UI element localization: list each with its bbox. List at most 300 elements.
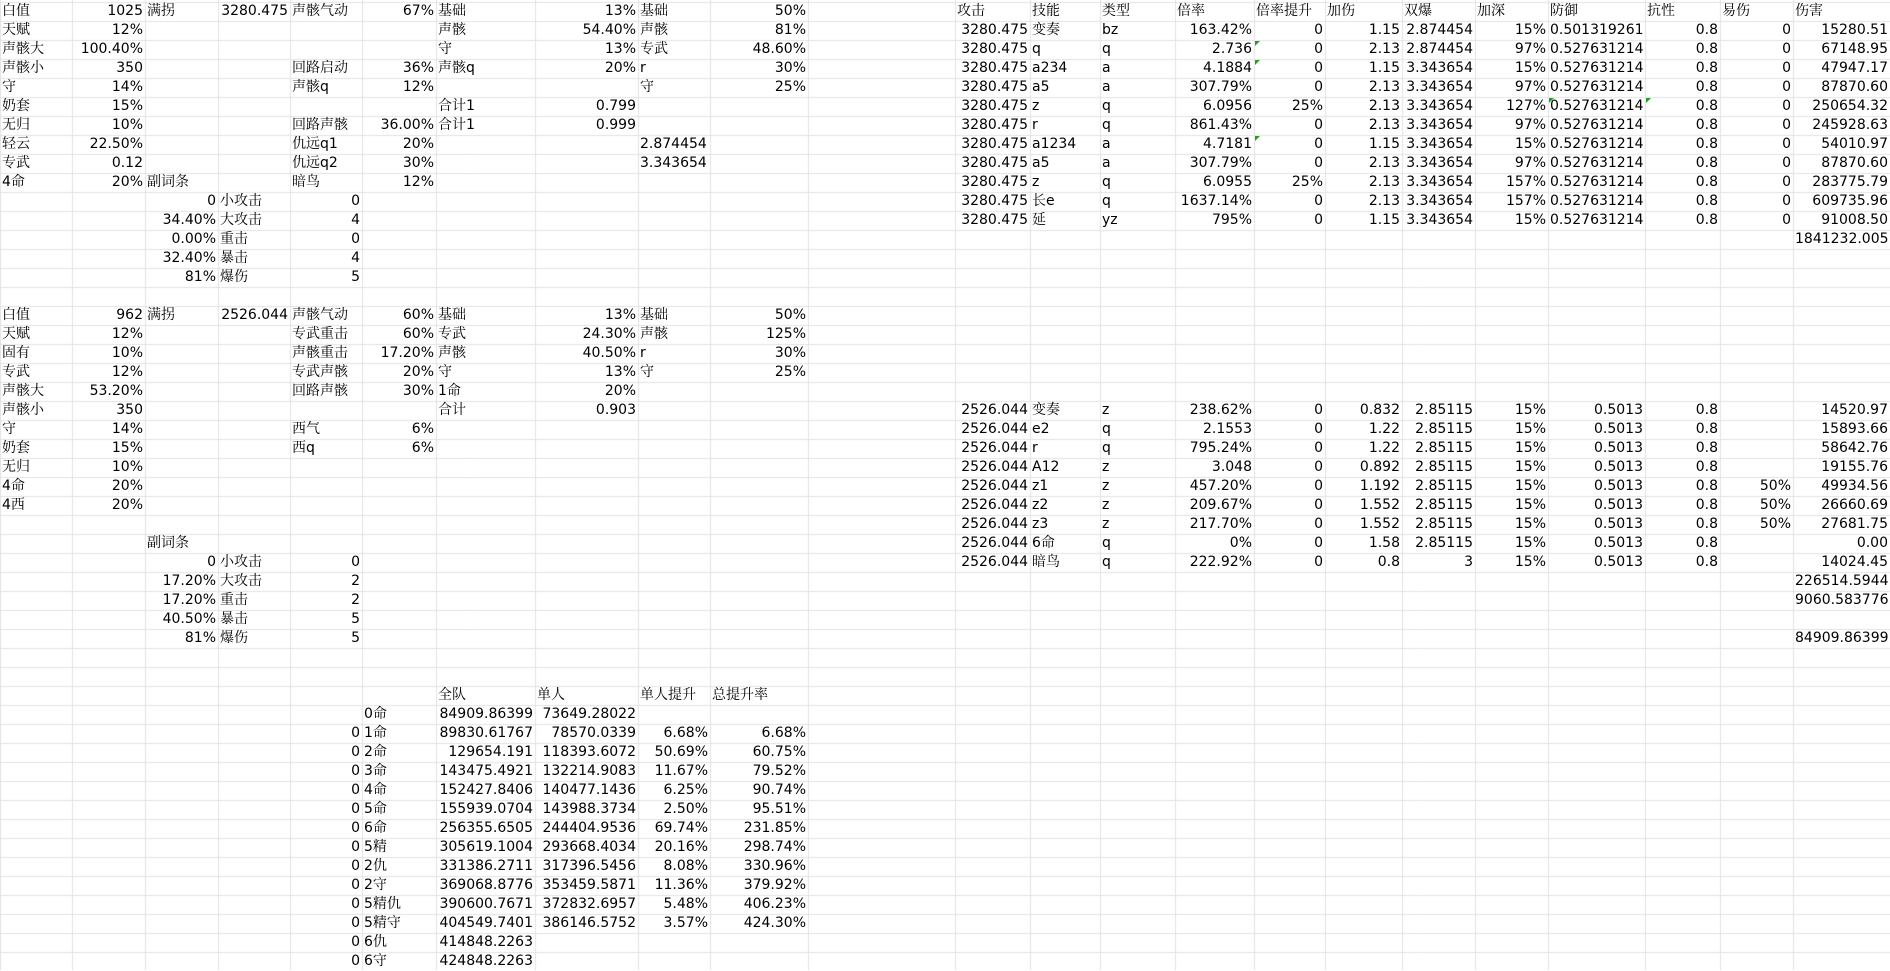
cell-18-8[interactable]: 97%	[1514, 155, 1546, 171]
cell-6-18[interactable]: 声骸	[438, 345, 466, 361]
cell-9-38[interactable]: 6.68%	[761, 725, 806, 741]
cell-3-11[interactable]: 大攻击	[220, 212, 262, 228]
cell-19-10[interactable]: 0.527631214	[1550, 193, 1644, 209]
cell-2-29[interactable]: 0	[207, 554, 216, 570]
cell-14-26[interactable]: 209.67%	[1189, 497, 1252, 513]
cell-7-44[interactable]: 293668.4034	[542, 839, 636, 855]
cell-17-27[interactable]: 2.85115	[1415, 516, 1473, 532]
cell-11-9[interactable]: 3280.475	[961, 174, 1028, 190]
cell-0-4[interactable]: 守	[2, 79, 16, 95]
cell-9-18[interactable]: 30%	[774, 345, 806, 361]
cell-18-27[interactable]: 15%	[1514, 516, 1546, 532]
cell-5-45[interactable]: 2仇	[364, 858, 387, 874]
cell-17-3[interactable]: 3.343654	[1406, 60, 1473, 76]
cell-4-44[interactable]: 0	[351, 839, 360, 855]
cell-6-42[interactable]: 155939.0704	[439, 801, 533, 817]
cell-15-23[interactable]: 0	[1314, 440, 1323, 456]
cell-15-22[interactable]: 0	[1314, 421, 1323, 437]
cell-13-11[interactable]: yz	[1102, 212, 1118, 228]
cell-1-18[interactable]: 10%	[111, 345, 143, 361]
cell-2-9[interactable]: 副词条	[147, 174, 189, 190]
cell-2-14[interactable]: 81%	[184, 269, 216, 285]
cell-18-7[interactable]: 15%	[1514, 136, 1546, 152]
cell-20-22[interactable]: 0.8	[1695, 421, 1718, 437]
cell-19-23[interactable]: 0.5013	[1594, 440, 1643, 456]
cell-17-1[interactable]: 2.874454	[1406, 22, 1473, 38]
cell-18-22[interactable]: 15%	[1514, 421, 1546, 437]
cell-17-24[interactable]: 2.85115	[1415, 459, 1473, 475]
cell-6-21[interactable]: 合计	[438, 402, 466, 418]
cell-17-22[interactable]: 2.85115	[1415, 421, 1473, 437]
cell-4-14[interactable]: 5	[351, 269, 360, 285]
cell-13-5[interactable]: q	[1102, 98, 1111, 114]
cell-5-6[interactable]: 36.00%	[380, 117, 434, 133]
cell-4-13[interactable]: 4	[351, 250, 360, 266]
cell-11-4[interactable]: 3280.475	[961, 79, 1028, 95]
cell-3-32[interactable]: 暴击	[220, 611, 248, 627]
cell-0-9[interactable]: 4命	[2, 174, 25, 190]
cell-16-9[interactable]: 2.13	[1368, 174, 1400, 190]
cell-16-22[interactable]: 1.22	[1368, 421, 1400, 437]
cell-6-50[interactable]: 424848.2263	[439, 953, 533, 969]
cell-15-4[interactable]: 0	[1314, 79, 1323, 95]
cell-1-20[interactable]: 53.20%	[89, 383, 143, 399]
cell-0-21[interactable]: 声骸小	[2, 402, 44, 418]
cell-14-6[interactable]: 861.43%	[1189, 117, 1252, 133]
cell-20-4[interactable]: 0.8	[1695, 79, 1718, 95]
cell-11-3[interactable]: 3280.475	[961, 60, 1028, 76]
cell-21-7[interactable]: 0	[1782, 136, 1791, 152]
cell-20-7[interactable]: 0.8	[1695, 136, 1718, 152]
cell-16-7[interactable]: 1.15	[1368, 136, 1400, 152]
cell-21-3[interactable]: 0	[1782, 60, 1791, 76]
cell-9-3[interactable]: 30%	[774, 60, 806, 76]
cell-0-0[interactable]: 白值	[2, 3, 30, 19]
cell-4-50[interactable]: 0	[351, 953, 360, 969]
cell-4-32[interactable]: 5	[351, 611, 360, 627]
cell-7-18[interactable]: 40.50%	[582, 345, 636, 361]
cell-0-25[interactable]: 4命	[2, 478, 25, 494]
cell-9-17[interactable]: 125%	[765, 326, 806, 342]
cell-20-8[interactable]: 0.8	[1695, 155, 1718, 171]
cell-22-33[interactable]: 84909.86399	[1795, 630, 1889, 646]
cell-5-20[interactable]: 30%	[402, 383, 434, 399]
cell-5-42[interactable]: 5命	[364, 801, 387, 817]
cell-12-2[interactable]: q	[1032, 41, 1041, 57]
cell-18-10[interactable]: 157%	[1505, 193, 1546, 209]
cell-0-18[interactable]: 固有	[2, 345, 30, 361]
cell-20-25[interactable]: 0.8	[1695, 478, 1718, 494]
cell-3-33[interactable]: 爆伤	[220, 630, 248, 646]
cell-18-26[interactable]: 15%	[1514, 497, 1546, 513]
cell-14-3[interactable]: 4.1884	[1203, 60, 1252, 76]
cell-22-9[interactable]: 283775.79	[1812, 174, 1888, 190]
cell-13-2[interactable]: q	[1102, 41, 1111, 57]
cell-2-11[interactable]: 34.40%	[162, 212, 216, 228]
cell-4-20[interactable]: 回路声骸	[292, 383, 348, 399]
cell-8-41[interactable]: 6.25%	[663, 782, 708, 798]
cell-11-8[interactable]: 3280.475	[961, 155, 1028, 171]
cell-6-48[interactable]: 404549.7401	[439, 915, 533, 931]
cell-12-26[interactable]: z2	[1032, 497, 1049, 513]
cell-12-5[interactable]: z	[1032, 98, 1040, 114]
cell-17-5[interactable]: 3.343654	[1406, 98, 1473, 114]
cell-20-2[interactable]: 0.8	[1695, 41, 1718, 57]
cell-15-6[interactable]: 0	[1314, 117, 1323, 133]
cell-14-25[interactable]: 457.20%	[1189, 478, 1252, 494]
cell-18-28[interactable]: 15%	[1514, 535, 1546, 551]
cell-13-21[interactable]: z	[1102, 402, 1110, 418]
cell-4-18[interactable]: 声骸重击	[292, 345, 348, 361]
cell-6-44[interactable]: 305619.1004	[439, 839, 533, 855]
cell-2-32[interactable]: 40.50%	[162, 611, 216, 627]
cell-1-16[interactable]: 962	[116, 307, 143, 323]
cell-1-7[interactable]: 22.50%	[89, 136, 143, 152]
cell-11-6[interactable]: 3280.475	[961, 117, 1028, 133]
cell-15-11[interactable]: 0	[1314, 212, 1323, 228]
cell-7-17[interactable]: 24.30%	[582, 326, 636, 342]
cell-11-0[interactable]: 攻击	[957, 3, 985, 19]
cell-20-3[interactable]: 0.8	[1695, 60, 1718, 76]
cell-20-1[interactable]: 0.8	[1695, 22, 1718, 38]
cell-19-29[interactable]: 0.5013	[1594, 554, 1643, 570]
cell-21-11[interactable]: 0	[1782, 212, 1791, 228]
cell-0-16[interactable]: 白值	[2, 307, 30, 323]
cell-12-11[interactable]: 延	[1032, 212, 1046, 228]
cell-1-6[interactable]: 10%	[111, 117, 143, 133]
cell-17-10[interactable]: 3.343654	[1406, 193, 1473, 209]
cell-2-12[interactable]: 0.00%	[171, 231, 216, 247]
cell-4-4[interactable]: 声骸q	[292, 79, 329, 95]
cell-22-29[interactable]: 14024.45	[1821, 554, 1888, 570]
cell-22-24[interactable]: 19155.76	[1821, 459, 1888, 475]
cell-11-7[interactable]: 3280.475	[961, 136, 1028, 152]
cell-18-6[interactable]: 97%	[1514, 117, 1546, 133]
cell-9-0[interactable]: 50%	[774, 3, 806, 19]
cell-0-24[interactable]: 无归	[2, 459, 30, 475]
cell-16-28[interactable]: 1.58	[1368, 535, 1400, 551]
cell-4-17[interactable]: 专武重击	[292, 326, 348, 342]
cell-21-26[interactable]: 50%	[1759, 497, 1791, 513]
cell-8-36[interactable]: 单人提升	[640, 687, 696, 703]
cell-0-1[interactable]: 天赋	[2, 22, 30, 38]
cell-6-38[interactable]: 89830.61767	[439, 725, 533, 741]
cell-9-4[interactable]: 25%	[774, 79, 806, 95]
cell-1-22[interactable]: 14%	[111, 421, 143, 437]
cell-7-47[interactable]: 372832.6957	[542, 896, 636, 912]
cell-4-42[interactable]: 0	[351, 801, 360, 817]
cell-22-28[interactable]: 0.00	[1856, 535, 1888, 551]
cell-4-29[interactable]: 0	[351, 554, 360, 570]
cell-4-38[interactable]: 0	[351, 725, 360, 741]
cell-11-26[interactable]: 2526.044	[961, 497, 1028, 513]
cell-14-8[interactable]: 307.79%	[1189, 155, 1252, 171]
cell-4-30[interactable]: 2	[351, 573, 360, 589]
cell-18-3[interactable]: 15%	[1514, 60, 1546, 76]
cell-16-2[interactable]: 2.13	[1368, 41, 1400, 57]
cell-0-2[interactable]: 声骸大	[2, 41, 44, 57]
cell-15-25[interactable]: 0	[1314, 478, 1323, 494]
cell-13-24[interactable]: z	[1102, 459, 1110, 475]
cell-21-1[interactable]: 0	[1782, 22, 1791, 38]
cell-5-48[interactable]: 5精守	[364, 915, 401, 931]
cell-2-0[interactable]: 满拐	[147, 3, 175, 19]
cell-21-2[interactable]: 0	[1782, 41, 1791, 57]
cell-19-1[interactable]: 0.501319261	[1550, 22, 1644, 38]
cell-3-31[interactable]: 重击	[220, 592, 248, 608]
cell-5-49[interactable]: 6仇	[364, 934, 387, 950]
cell-12-28[interactable]: 6命	[1032, 535, 1055, 551]
cell-0-23[interactable]: 奶套	[2, 440, 30, 456]
cell-8-47[interactable]: 5.48%	[663, 896, 708, 912]
cell-18-11[interactable]: 15%	[1514, 212, 1546, 228]
cell-2-10[interactable]: 0	[207, 193, 216, 209]
cell-20-29[interactable]: 0.8	[1695, 554, 1718, 570]
cell-6-1[interactable]: 声骸	[438, 22, 466, 38]
cell-13-23[interactable]: q	[1102, 440, 1111, 456]
cell-15-7[interactable]: 0	[1314, 136, 1323, 152]
cell-8-18[interactable]: r	[640, 345, 646, 361]
cell-19-25[interactable]: 0.5013	[1594, 478, 1643, 494]
cell-22-25[interactable]: 49934.56	[1821, 478, 1888, 494]
cell-7-19[interactable]: 13%	[604, 364, 636, 380]
cell-4-33[interactable]: 5	[351, 630, 360, 646]
cell-11-22[interactable]: 2526.044	[961, 421, 1028, 437]
cell-16-5[interactable]: 2.13	[1368, 98, 1400, 114]
cell-6-20[interactable]: 1命	[438, 383, 461, 399]
cell-0-17[interactable]: 天赋	[2, 326, 30, 342]
cell-15-5[interactable]: 25%	[1291, 98, 1323, 114]
cell-5-17[interactable]: 60%	[402, 326, 434, 342]
cell-5-19[interactable]: 20%	[402, 364, 434, 380]
cell-4-39[interactable]: 0	[351, 744, 360, 760]
cell-18-4[interactable]: 97%	[1514, 79, 1546, 95]
cell-19-24[interactable]: 0.5013	[1594, 459, 1643, 475]
cell-21-10[interactable]: 0	[1782, 193, 1791, 209]
cell-4-19[interactable]: 专武声骸	[292, 364, 348, 380]
cell-15-0[interactable]: 倍率提升	[1256, 3, 1312, 19]
cell-7-37[interactable]: 73649.28022	[542, 706, 636, 722]
cell-2-13[interactable]: 32.40%	[162, 250, 216, 266]
cell-14-11[interactable]: 795%	[1211, 212, 1252, 228]
cell-21-0[interactable]: 易伤	[1722, 3, 1750, 19]
cell-4-12[interactable]: 0	[351, 231, 360, 247]
cell-7-0[interactable]: 13%	[604, 3, 636, 19]
cell-1-19[interactable]: 12%	[111, 364, 143, 380]
cell-17-11[interactable]: 3.343654	[1406, 212, 1473, 228]
cell-13-1[interactable]: bz	[1102, 22, 1119, 38]
cell-7-1[interactable]: 54.40%	[582, 22, 636, 38]
cell-15-28[interactable]: 0	[1314, 535, 1323, 551]
cell-11-27[interactable]: 2526.044	[961, 516, 1028, 532]
cell-7-48[interactable]: 386146.5752	[542, 915, 636, 931]
cell-18-29[interactable]: 15%	[1514, 554, 1546, 570]
cell-6-43[interactable]: 256355.6505	[439, 820, 533, 836]
cell-5-39[interactable]: 2命	[364, 744, 387, 760]
cell-16-3[interactable]: 1.15	[1368, 60, 1400, 76]
cell-8-43[interactable]: 69.74%	[654, 820, 708, 836]
cell-0-20[interactable]: 声骸大	[2, 383, 44, 399]
cell-1-0[interactable]: 1025	[107, 3, 143, 19]
cell-8-40[interactable]: 11.67%	[654, 763, 708, 779]
cell-6-41[interactable]: 152427.8406	[439, 782, 533, 798]
cell-22-1[interactable]: 15280.51	[1821, 22, 1888, 38]
cell-12-10[interactable]: 长e	[1032, 193, 1055, 209]
cell-5-37[interactable]: 0命	[364, 706, 387, 722]
cell-22-6[interactable]: 245928.63	[1812, 117, 1888, 133]
cell-6-0[interactable]: 基础	[438, 3, 466, 19]
cell-0-5[interactable]: 奶套	[2, 98, 30, 114]
cell-22-21[interactable]: 14520.97	[1821, 402, 1888, 418]
cell-0-6[interactable]: 无归	[2, 117, 30, 133]
cell-8-42[interactable]: 2.50%	[663, 801, 708, 817]
cell-14-29[interactable]: 222.92%	[1189, 554, 1252, 570]
cell-9-16[interactable]: 50%	[774, 307, 806, 323]
cell-17-6[interactable]: 3.343654	[1406, 117, 1473, 133]
cell-12-22[interactable]: e2	[1032, 421, 1050, 437]
cell-18-2[interactable]: 97%	[1514, 41, 1546, 57]
cell-11-24[interactable]: 2526.044	[961, 459, 1028, 475]
cell-16-6[interactable]: 2.13	[1368, 117, 1400, 133]
cell-7-16[interactable]: 13%	[604, 307, 636, 323]
cell-8-0[interactable]: 基础	[640, 3, 668, 19]
cell-2-30[interactable]: 17.20%	[162, 573, 216, 589]
cell-16-24[interactable]: 0.892	[1359, 459, 1400, 475]
cell-11-25[interactable]: 2526.044	[961, 478, 1028, 494]
cell-12-29[interactable]: 暗鸟	[1032, 554, 1060, 570]
cell-18-5[interactable]: 127%	[1505, 98, 1546, 114]
cell-15-2[interactable]: 0	[1314, 41, 1323, 57]
cell-9-39[interactable]: 60.75%	[752, 744, 806, 760]
cell-20-28[interactable]: 0.8	[1695, 535, 1718, 551]
cell-7-46[interactable]: 353459.5871	[542, 877, 636, 893]
cell-20-21[interactable]: 0.8	[1695, 402, 1718, 418]
cell-1-26[interactable]: 20%	[111, 497, 143, 513]
cell-22-4[interactable]: 87870.60	[1821, 79, 1888, 95]
cell-1-4[interactable]: 14%	[111, 79, 143, 95]
cell-11-10[interactable]: 3280.475	[961, 193, 1028, 209]
cell-14-9[interactable]: 6.0955	[1203, 174, 1252, 190]
cell-19-22[interactable]: 0.5013	[1594, 421, 1643, 437]
cell-6-47[interactable]: 390600.7671	[439, 896, 533, 912]
cell-15-26[interactable]: 0	[1314, 497, 1323, 513]
cell-3-13[interactable]: 暴击	[220, 250, 248, 266]
cell-6-2[interactable]: 守	[438, 41, 452, 57]
cell-19-4[interactable]: 0.527631214	[1550, 79, 1644, 95]
cell-9-19[interactable]: 25%	[774, 364, 806, 380]
cell-3-10[interactable]: 小攻击	[220, 193, 262, 209]
cell-11-23[interactable]: 2526.044	[961, 440, 1028, 456]
cell-4-0[interactable]: 声骸气动	[292, 3, 348, 19]
cell-2-31[interactable]: 17.20%	[162, 592, 216, 608]
cell-7-42[interactable]: 143988.3734	[542, 801, 636, 817]
cell-17-21[interactable]: 2.85115	[1415, 402, 1473, 418]
cell-4-8[interactable]: 仇远q2	[292, 155, 338, 171]
cell-22-0[interactable]: 伤害	[1795, 3, 1823, 19]
cell-18-24[interactable]: 15%	[1514, 459, 1546, 475]
cell-4-46[interactable]: 0	[351, 877, 360, 893]
cell-16-21[interactable]: 0.832	[1359, 402, 1400, 418]
cell-18-1[interactable]: 15%	[1514, 22, 1546, 38]
cell-5-46[interactable]: 2守	[364, 877, 387, 893]
cell-17-7[interactable]: 3.343654	[1406, 136, 1473, 152]
cell-13-9[interactable]: q	[1102, 174, 1111, 190]
cell-2-33[interactable]: 81%	[184, 630, 216, 646]
cell-6-19[interactable]: 守	[438, 364, 452, 380]
cell-22-11[interactable]: 91008.50	[1821, 212, 1888, 228]
cell-3-14[interactable]: 爆伤	[220, 269, 248, 285]
cell-12-6[interactable]: r	[1032, 117, 1038, 133]
cell-16-25[interactable]: 1.192	[1359, 478, 1400, 494]
cell-4-23[interactable]: 西q	[292, 440, 315, 456]
cell-3-29[interactable]: 小攻击	[220, 554, 262, 570]
cell-17-8[interactable]: 3.343654	[1406, 155, 1473, 171]
cell-14-28[interactable]: 0%	[1229, 535, 1252, 551]
cell-3-16[interactable]: 2526.044	[221, 307, 288, 323]
cell-5-4[interactable]: 12%	[402, 79, 434, 95]
cell-9-1[interactable]: 81%	[774, 22, 806, 38]
cell-5-9[interactable]: 12%	[402, 174, 434, 190]
cell-8-3[interactable]: r	[640, 60, 646, 76]
cell-5-23[interactable]: 6%	[411, 440, 434, 456]
cell-8-4[interactable]: 守	[640, 79, 654, 95]
cell-4-31[interactable]: 2	[351, 592, 360, 608]
cell-18-0[interactable]: 加深	[1477, 3, 1505, 19]
cell-9-44[interactable]: 298.74%	[743, 839, 806, 855]
cell-7-36[interactable]: 单人	[537, 687, 565, 703]
cell-3-0[interactable]: 3280.475	[221, 3, 288, 19]
cell-22-22[interactable]: 15893.66	[1821, 421, 1888, 437]
cell-13-8[interactable]: a	[1102, 155, 1111, 171]
cell-12-8[interactable]: a5	[1032, 155, 1050, 171]
cell-4-7[interactable]: 仇远q1	[292, 136, 338, 152]
cell-20-11[interactable]: 0.8	[1695, 212, 1718, 228]
cell-14-22[interactable]: 2.1553	[1203, 421, 1252, 437]
cell-11-1[interactable]: 3280.475	[961, 22, 1028, 38]
cell-20-26[interactable]: 0.8	[1695, 497, 1718, 513]
cell-6-17[interactable]: 专武	[438, 326, 466, 342]
cell-16-10[interactable]: 2.13	[1368, 193, 1400, 209]
cell-4-41[interactable]: 0	[351, 782, 360, 798]
cell-17-9[interactable]: 3.343654	[1406, 174, 1473, 190]
cell-9-41[interactable]: 90.74%	[752, 782, 806, 798]
cell-19-27[interactable]: 0.5013	[1594, 516, 1643, 532]
cell-6-6[interactable]: 合计1	[438, 117, 475, 133]
cell-5-0[interactable]: 67%	[402, 3, 434, 19]
cell-19-0[interactable]: 防御	[1550, 3, 1578, 19]
cell-22-23[interactable]: 58642.76	[1821, 440, 1888, 456]
cell-19-21[interactable]: 0.5013	[1594, 402, 1643, 418]
cell-22-3[interactable]: 47947.17	[1821, 60, 1888, 76]
cell-20-23[interactable]: 0.8	[1695, 440, 1718, 456]
cell-22-12[interactable]: 1841232.005	[1795, 231, 1889, 247]
cell-7-20[interactable]: 20%	[604, 383, 636, 399]
cell-21-9[interactable]: 0	[1782, 174, 1791, 190]
cell-16-26[interactable]: 1.552	[1359, 497, 1400, 513]
cell-15-29[interactable]: 0	[1314, 554, 1323, 570]
cell-7-43[interactable]: 244404.9536	[542, 820, 636, 836]
cell-16-4[interactable]: 2.13	[1368, 79, 1400, 95]
cell-6-45[interactable]: 331386.2711	[439, 858, 533, 874]
cell-8-2[interactable]: 专武	[640, 41, 668, 57]
cell-7-40[interactable]: 132214.9083	[542, 763, 636, 779]
cell-11-21[interactable]: 2526.044	[961, 402, 1028, 418]
cell-5-7[interactable]: 20%	[402, 136, 434, 152]
cell-6-37[interactable]: 84909.86399	[439, 706, 533, 722]
cell-4-22[interactable]: 西气	[292, 421, 320, 437]
cell-14-5[interactable]: 6.0956	[1203, 98, 1252, 114]
cell-3-30[interactable]: 大攻击	[220, 573, 262, 589]
